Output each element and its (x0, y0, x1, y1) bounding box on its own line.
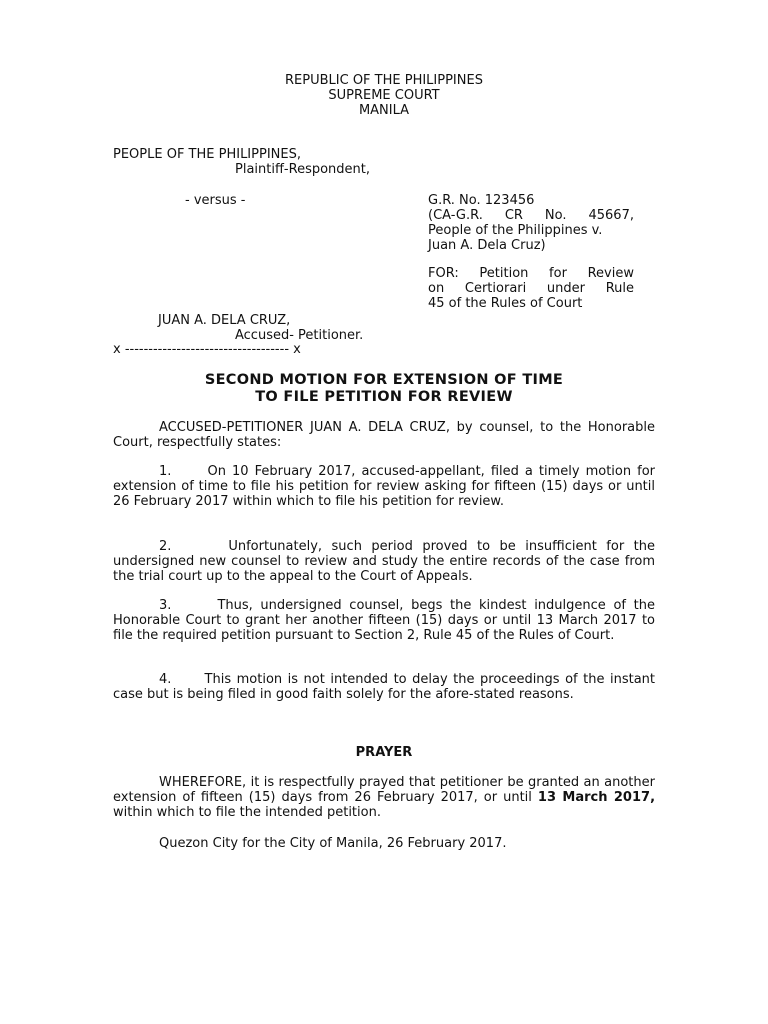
header-republic: REPUBLIC OF THE PHILIPPINES (285, 73, 483, 88)
paragraph-number: 1. (159, 464, 172, 479)
accused-role: Accused- Petitioner. (235, 328, 364, 343)
paragraph-2 (113, 539, 655, 584)
prayer-text-after: within which to file the intended petition. (113, 805, 381, 820)
paragraph-text: This motion is not intended to delay the proceedings of the instant case but is being filed in good faith solely for the afore-stated reasons. (113, 672, 656, 702)
paragraph-number: 4. (159, 672, 172, 687)
header-court: SUPREME COURT (328, 88, 440, 103)
title-line-1: SECOND MOTION FOR EXTENSION OF TIME (204, 372, 564, 388)
caption-separator: x ----------------------------------- x (113, 342, 301, 357)
nature-line-3: 45 of the Rules of Court (428, 296, 583, 311)
nature-block (428, 266, 634, 311)
paragraph-text: Thus, undersigned counsel, begs the kindest indulgence of the Honorable Court to grant her another fifteen (15) days or until 13 March 2017 to file the required petition pursuant to Section 2, Rule 45 of the Rules of Court. (113, 598, 655, 643)
nature-line-1: FOR: Petition for Review (428, 266, 634, 281)
case-number-block (428, 193, 634, 253)
motion-title (0, 372, 768, 406)
paragraph-number: 3. (159, 598, 172, 613)
ca-number: (CA-G.R. CR No. 45667, (428, 208, 634, 223)
accused-name: JUAN A. DELA CRUZ, (158, 313, 291, 328)
title-line-2: TO FILE PETITION FOR REVIEW (255, 389, 513, 405)
prayer-bold-date: 13 March 2017, (537, 790, 656, 805)
paragraph-text: On 10 February 2017, accused-appellant, filed a timely motion for extension of time to file his petition for review asking for fifteen (15) days or until 26 February 2017 within which to file his petition for review. (113, 464, 655, 509)
paragraph-1 (113, 464, 655, 509)
plaintiff-role: Plaintiff-Respondent, (235, 162, 371, 177)
prayer-text-before: WHEREFORE, it is respectfully prayed that petitioner be granted an another extension of fifteen (15) days from 26 February 2017, or until (113, 775, 655, 805)
plaintiff-name: PEOPLE OF THE PHILIPPINES, (113, 147, 301, 162)
prayer-paragraph (113, 775, 655, 820)
ca-case-title: People of the Philippines v. (428, 223, 603, 238)
prayer-heading: PRAYER (355, 745, 413, 760)
gr-number: G.R. No. 123456 (428, 193, 535, 208)
intro-text: ACCUSED-PETITIONER JUAN A. DELA CRUZ, by counsel, to the Honorable Court, respectfully states: (113, 420, 655, 450)
court-header (0, 73, 768, 118)
place-and-date: Quezon City for the City of Manila, 26 February 2017. (159, 836, 507, 851)
nature-line-2: on Certiorari under Rule (428, 281, 634, 296)
paragraph-4 (113, 672, 655, 702)
header-city: MANILA (358, 103, 410, 118)
paragraph-text: Unfortunately, such period proved to be insufficient for the undersigned new counsel to review and study the entire records of the case from the trial court up to the appeal to the Court of Appeals. (113, 539, 656, 584)
paragraph-number: 2. (159, 539, 172, 554)
intro-paragraph (113, 420, 655, 450)
ca-case-title-cont: Juan A. Dela Cruz) (428, 238, 546, 253)
versus-text: - versus - (185, 193, 246, 208)
paragraph-3 (113, 598, 655, 643)
